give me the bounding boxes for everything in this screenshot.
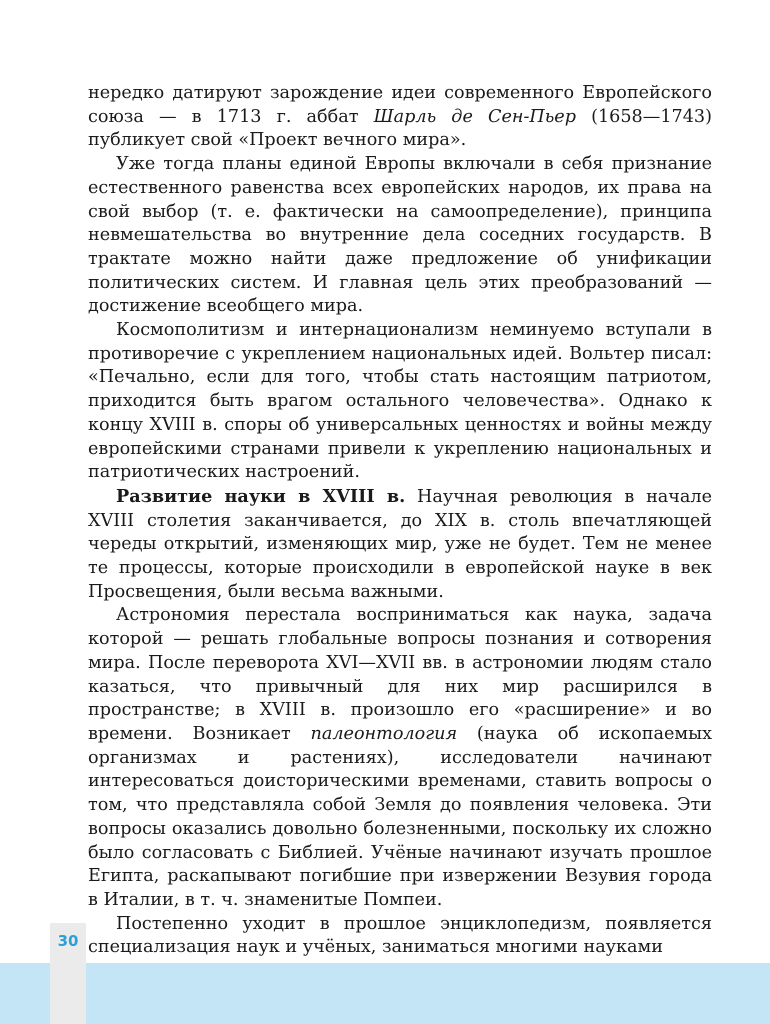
text-run: Космополитизм и интернационализм неминуемо вступали в противоречие с укреплением национальных идей. Вольтер писал: «Печально, если для того, чтобы стать настоящим патриотом, приходится быть врагом остального человечества». Однако к концу XVIII в. споры об универсальных ценностях и войны между европейскими странами привели к укреплению национальных и патриотических настроений. [88, 320, 712, 483]
italic-term: Шарль де Сен-Пьер [373, 106, 576, 127]
text-run: Научная революция в начале XVIII столетия заканчивается, до XIX в. столь впечатляющей череды открытий, изменяющих мир, уже не будет. Тем не менее те процессы, которые происходили в европейской науке в век Просвещения, были весьма важными. [88, 486, 712, 602]
paragraph [88, 319, 712, 485]
text-run: нередко датируют зарождение идеи современного Европейского союза — в 1713 г. аббат [88, 83, 712, 127]
section-heading: Развитие науки в XVIII в. [116, 485, 406, 507]
paragraph [88, 82, 712, 153]
paragraph [88, 604, 712, 912]
text-run: (наука об ископаемых организмах и растениях), исследователи начинают интересоваться доисторическими временами, ставить вопросы о том, что представляла собой Земля до появления человека. Эти вопросы оказались довольно болезненными, поскольку их сложно было согласовать с Библией. Учёные начинают изучать прошлое Египта, раскапывают погибшие при извержении Везувия города в Италии, в т. ч. знаменитые Помпеи. [88, 723, 712, 910]
body-text [88, 82, 712, 960]
italic-term: палеонтология [310, 723, 458, 744]
text-run: Уже тогда планы единой Европы включали в себя признание естественного равенства всех европейских народов, их права на свой выбор (т. е. фактически на самоопределение), принципа невмешательства во внутренние дела соседних государств. В трактате можно найти даже предложение об унификации политических систем. И главная цель этих преобразований — достижение всеобщего мира. [88, 154, 712, 317]
paragraph [88, 485, 712, 605]
text-run: (1658—1743) публикует свой «Проект вечного мира». [88, 106, 712, 151]
paragraph [88, 153, 712, 319]
footer-band [0, 963, 770, 1024]
text-run: Постепенно уходит в прошлое энциклопедизм, появляется специализация наук и учёных, заниматься многими науками [88, 913, 712, 958]
paragraph [88, 913, 712, 960]
page-number: 30 [57, 932, 79, 950]
text-run: Астрономия перестала восприниматься как наука, задача которой — решать глобальные вопросы познания и сотворения мира. После переворота XVI—XVII вв. в астрономии людям стало казаться, что привычный для них мир расширился в пространстве; в XVIII в. произошло его «расширение» и во времени. Возникает [88, 605, 712, 744]
